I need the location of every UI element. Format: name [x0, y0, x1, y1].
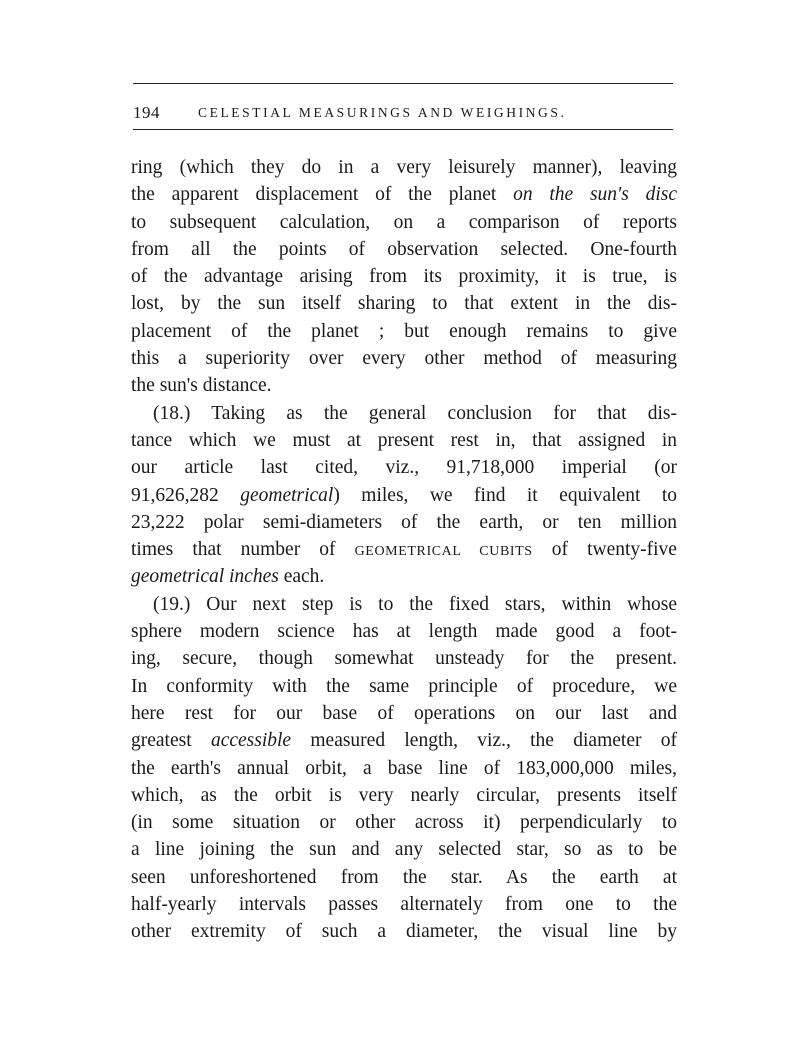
italic-text: geometrical [240, 484, 334, 506]
paragraph-first-line [131, 400, 677, 427]
text-run: the apparent displacement of the planet [131, 184, 514, 206]
small-caps-text: GEOMETRICAL CUBITS [354, 544, 533, 560]
text-run: of the advantage arising from its proximity, it is true, is [131, 266, 677, 288]
text-run: which, as the orbit is very nearly circular, presents itself [131, 784, 677, 806]
text-line [131, 727, 677, 754]
text-run: our article last cited, viz., 91,718,000 imperial (or [131, 457, 677, 479]
text-line [131, 782, 677, 809]
text-line [131, 181, 677, 208]
text-run: from all the points of observation selected. One-fourth [131, 238, 677, 260]
paragraph-first-line [131, 591, 677, 618]
italic-text: accessible [210, 730, 292, 752]
text-run: In conformity with the same principle of procedure, we [131, 675, 677, 697]
text-run: this a superiority over every other method of measuring [131, 348, 677, 370]
text-run: tance which we must at present rest in, that assigned in [131, 429, 677, 451]
text-line [131, 482, 677, 509]
text-run: 91,626,282 [131, 484, 241, 506]
text-run: ing, secure, though somewhat unsteady for the present. [131, 648, 677, 670]
page-number: 194 [133, 103, 160, 122]
text-line [131, 891, 677, 918]
italic-text: on the sun's disc [513, 184, 677, 206]
header-bottom-rule [133, 129, 673, 130]
text-line [131, 836, 677, 863]
text-run: measured length, viz., the diameter of [291, 730, 678, 752]
text-run: a line joining the sun and any selected star, so as to be [131, 839, 677, 861]
text-run: 23,222 polar semi-diameters of the earth, or ten million [131, 511, 677, 533]
text-line [131, 645, 677, 672]
body-text [131, 154, 677, 946]
text-run: of twenty-five [532, 539, 677, 561]
text-run: the earth's annual orbit, a base line of 183,000,000 miles, [131, 757, 677, 779]
text-line [131, 209, 677, 236]
text-run: half-yearly intervals passes alternately from one to the [131, 894, 677, 916]
text-line [131, 864, 677, 891]
text-line [131, 618, 677, 645]
text-run: to subsequent calculation, on a comparison of reports [131, 211, 677, 233]
italic-text: geometrical inches [131, 566, 279, 588]
text-run: lost, by the sun itself sharing to that extent in the dis- [131, 293, 677, 315]
running-header [133, 100, 673, 126]
text-run: the sun's distance. [131, 375, 272, 397]
text-line [131, 673, 677, 700]
text-line [131, 755, 677, 782]
header-top-rule [133, 83, 673, 84]
text-line [131, 263, 677, 290]
text-run: ring (which they do in a very leisurely manner), leaving [131, 157, 677, 178]
text-line [131, 372, 677, 399]
text-run: here rest for our base of operations on our last and [131, 702, 677, 724]
text-run: times that number of [131, 539, 355, 561]
text-run: seen unforeshortened from the star. As the earth at [131, 866, 677, 888]
text-line [131, 809, 677, 836]
text-run: (in some situation or other across it) perpendicularly to [131, 812, 677, 834]
text-run: each. [278, 566, 325, 588]
text-line [131, 509, 677, 536]
text-line [131, 318, 677, 345]
text-line [131, 427, 677, 454]
text-line [131, 345, 677, 372]
text-line [131, 918, 677, 945]
text-run: (19.) Our next step is to the fixed stars, within whose [153, 593, 677, 615]
text-run: sphere modern science has at length made good a foot- [131, 621, 677, 643]
text-run: (18.) Taking as the general conclusion for that dis- [153, 402, 677, 424]
text-run: ) miles, we find it equivalent to [333, 484, 677, 506]
text-run: placement of the planet ; but enough remains to give [131, 320, 677, 342]
text-run: other extremity of such a diameter, the visual line by [131, 921, 677, 943]
text-line [131, 454, 677, 481]
text-line [131, 536, 677, 563]
text-run: greatest [131, 730, 211, 752]
text-line [131, 154, 677, 181]
text-line [131, 290, 677, 317]
running-title: CELESTIAL MEASURINGS AND WEIGHINGS. [198, 105, 567, 120]
text-line [131, 563, 677, 590]
text-line [131, 700, 677, 727]
text-line [131, 236, 677, 263]
